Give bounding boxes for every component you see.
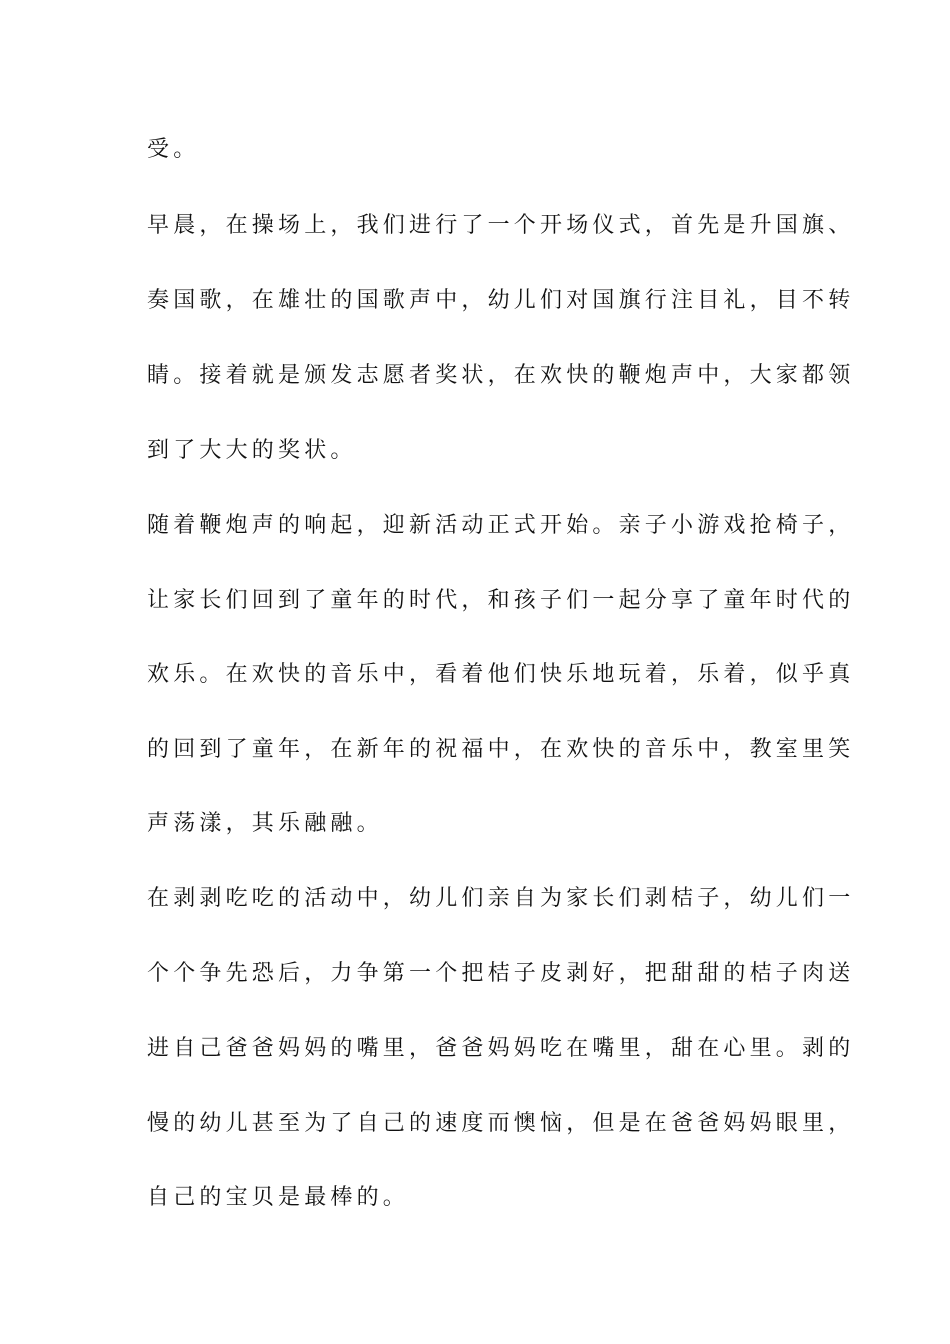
text-line: 让家长们回到了童年的时代，和孩子们一起分享了童年时代的	[147, 588, 855, 613]
text-line: 早晨，在操场上，我们进行了一个开场仪式，首先是升国旗、	[147, 213, 855, 238]
text-line: 睛。接着就是颁发志愿者奖状，在欢快的鞭炮声中，大家都领	[147, 363, 855, 388]
text-line: 个个争先恐后，力争第一个把桔子皮剥好，把甜甜的桔子肉送	[147, 961, 855, 986]
text-line: 在剥剥吃吃的活动中，幼儿们亲自为家长们剥桔子，幼儿们一	[147, 886, 855, 911]
text-line: 进自己爸爸妈妈的嘴里，爸爸妈妈吃在嘴里，甜在心里。剥的	[147, 1036, 855, 1061]
text-line: 欢乐。在欢快的音乐中，看着他们快乐地玩着，乐着，似乎真	[147, 662, 855, 687]
text-line: 的回到了童年，在新年的祝福中，在欢快的音乐中，教室里笑	[147, 737, 855, 762]
text-line: 慢的幼儿甚至为了自己的速度而懊恼，但是在爸爸妈妈眼里，	[147, 1111, 855, 1136]
text-line: 自己的宝贝是最棒的。	[147, 1185, 410, 1210]
text-line: 奏国歌，在雄壮的国歌声中，幼儿们对国旗行注目礼，目不转	[147, 288, 855, 313]
text-line: 声荡漾，其乐融融。	[147, 811, 383, 836]
text-line: 受。	[147, 137, 200, 162]
text-line: 随着鞭炮声的响起，迎新活动正式开始。亲子小游戏抢椅子，	[147, 513, 855, 538]
text-line: 到了大大的奖状。	[147, 438, 357, 463]
